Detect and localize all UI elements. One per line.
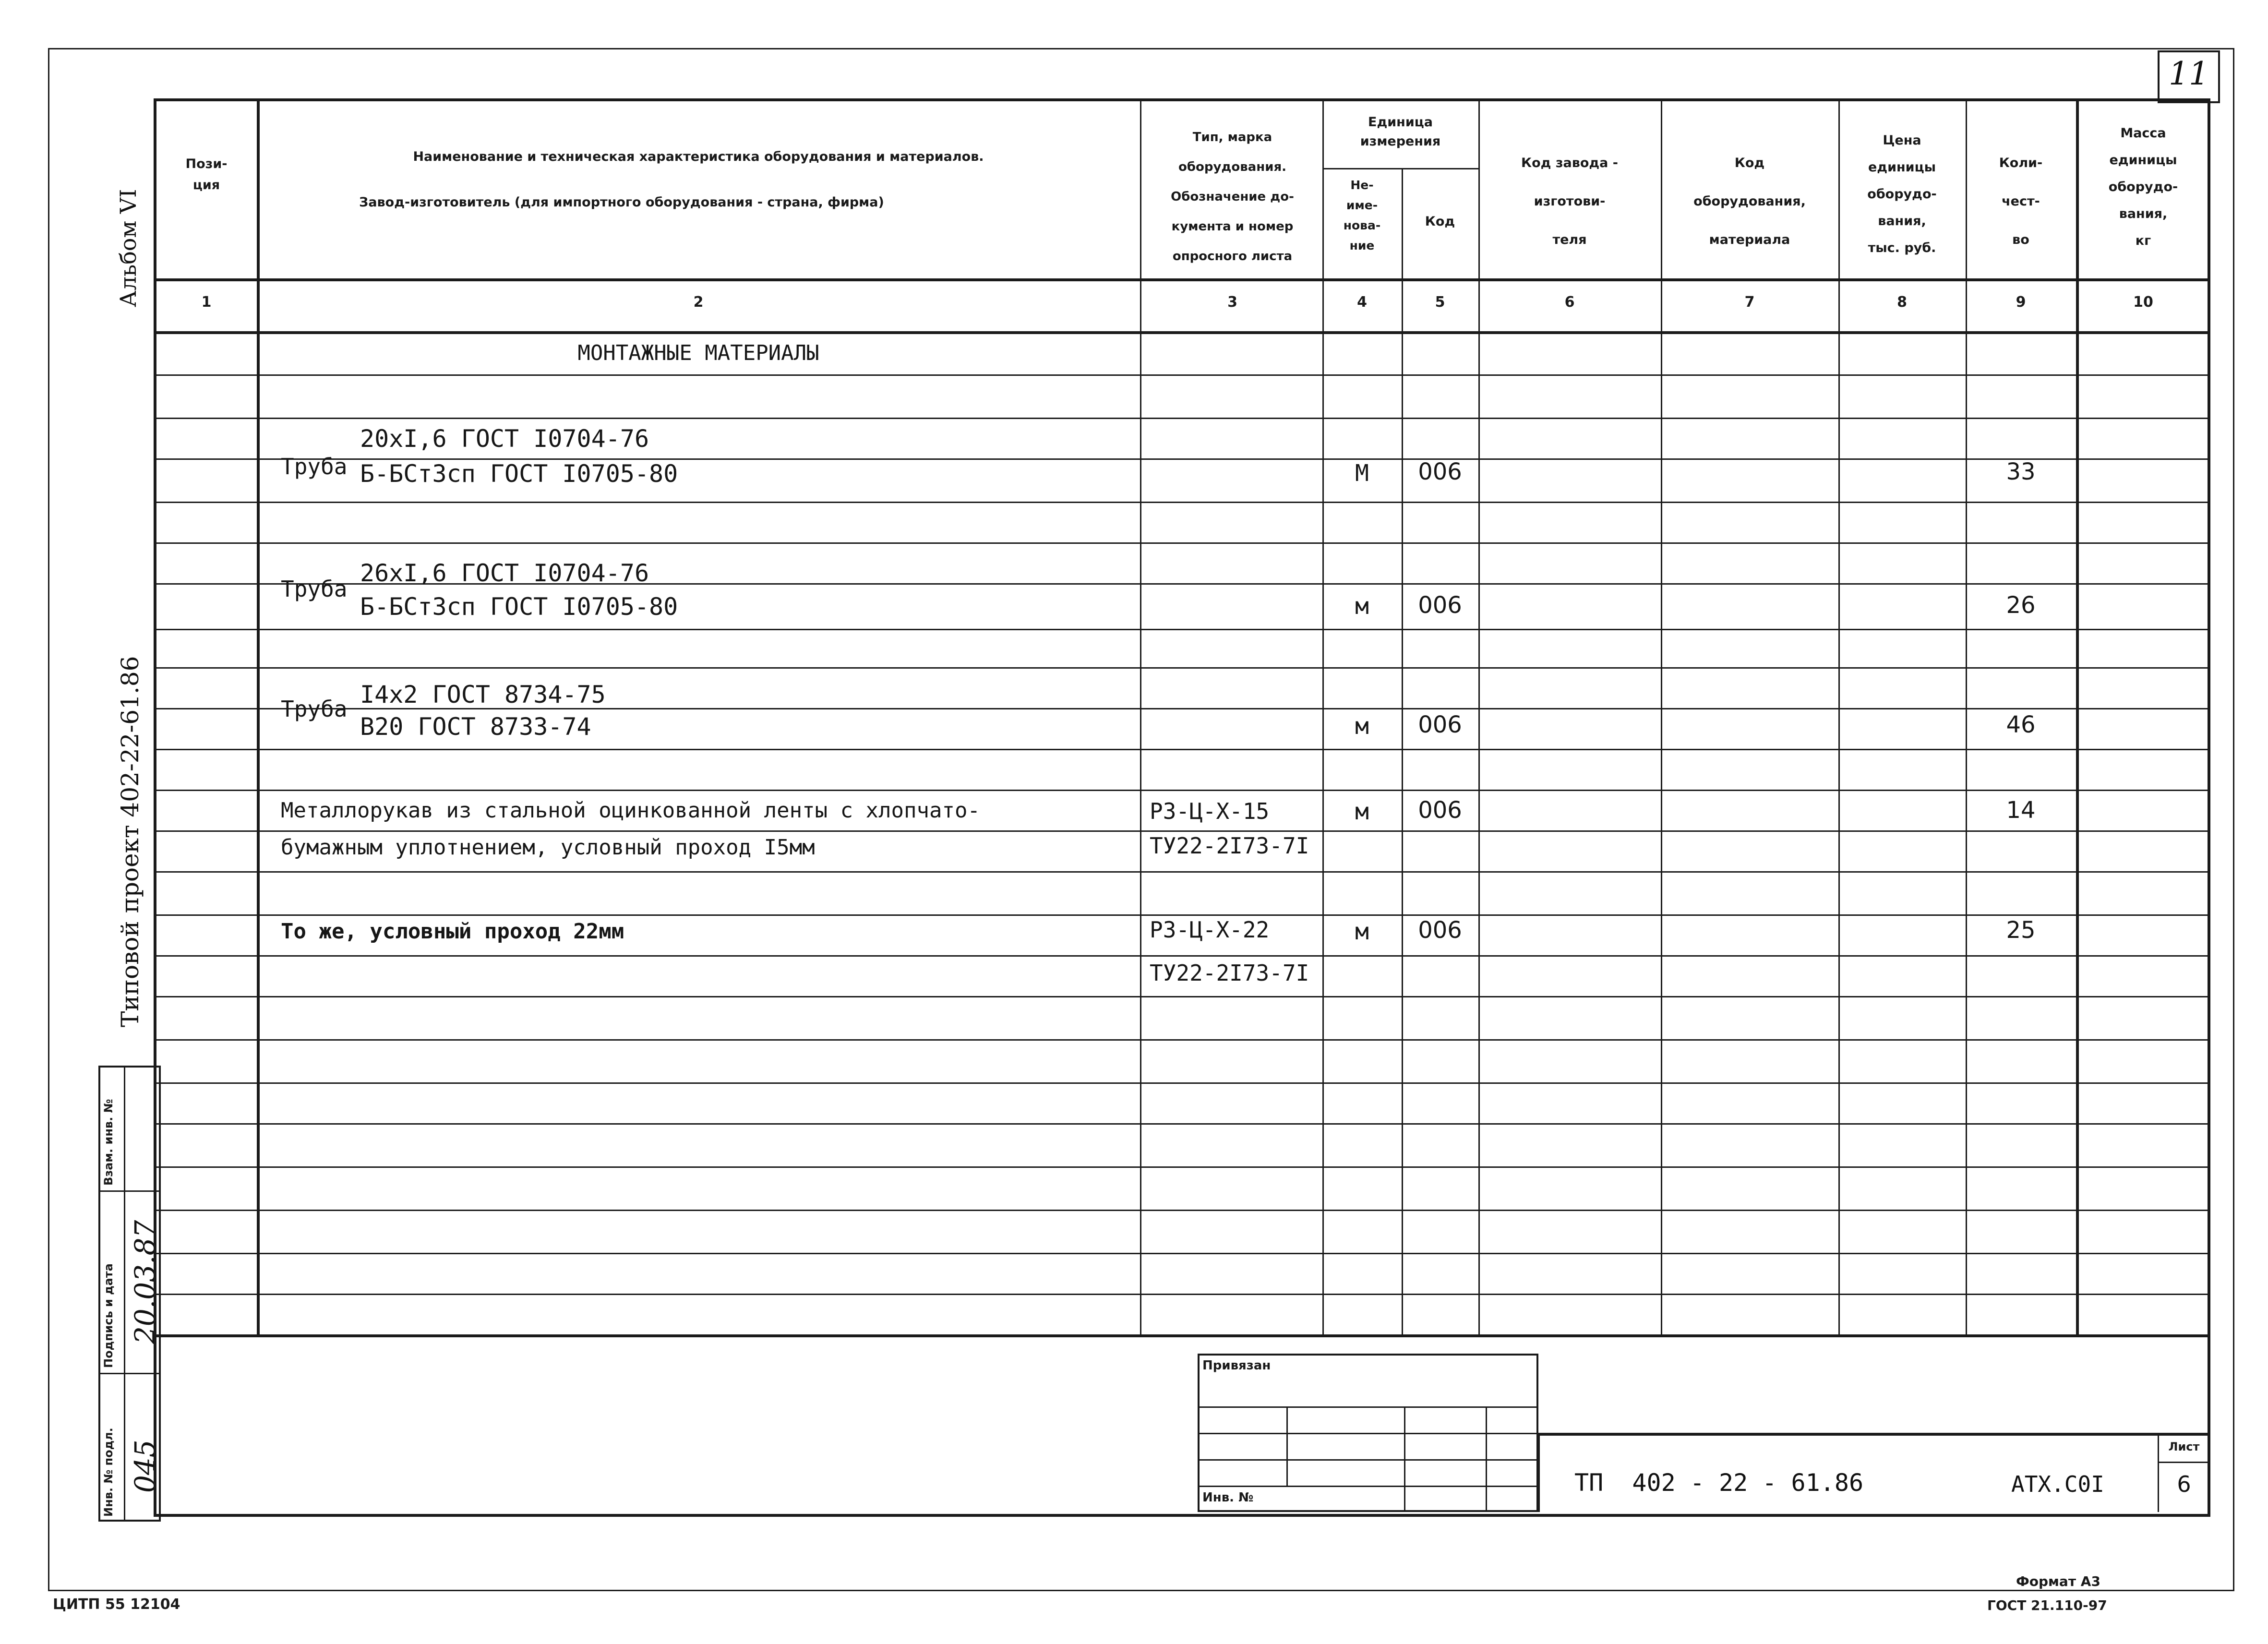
header-material-code: Код оборудования, материала xyxy=(1693,156,1806,247)
item1-line2: Б-БСт3сп ГОСТ I0705-80 xyxy=(360,460,678,488)
item1-prefix: Труба xyxy=(281,454,348,480)
item5-line1: То же, условный проход 22мм xyxy=(281,919,624,944)
inv-label: Инв. № xyxy=(1202,1490,1254,1505)
item5-type2: ТУ22-2I73-7I xyxy=(1150,960,1309,986)
item3-line2: В20 ГОСТ 8733-74 xyxy=(360,713,591,741)
item4-qty: 14 xyxy=(2006,797,2036,824)
item2-line1: 26xI,6 ГОСТ I0704-76 xyxy=(360,559,649,587)
stamp-sign-date: Подпись и дата xyxy=(102,1263,115,1368)
section-title: МОНТАЖНЫЕ МАТЕРИАЛЫ xyxy=(577,341,819,365)
colnum-2: 2 xyxy=(693,294,704,311)
sheet-number: 6 xyxy=(2177,1471,2191,1497)
item2-code: 006 xyxy=(1418,592,1462,619)
colnum-6: 6 xyxy=(1564,294,1575,311)
item5-code: 006 xyxy=(1418,917,1462,944)
colnum-3: 3 xyxy=(1227,294,1237,311)
header-factory-code: Код заводa - изготови- теля xyxy=(1521,156,1618,247)
bound-label: Привязан xyxy=(1202,1358,1271,1373)
item3-code: 006 xyxy=(1418,711,1462,738)
doc-mark: АТХ.С0I xyxy=(2011,1471,2104,1497)
header-position: Пози- ция xyxy=(185,156,228,192)
item1-qty: 33 xyxy=(2006,458,2036,485)
item3-line1: I4x2 ГОСТ 8734-75 xyxy=(360,681,606,708)
header-name-line2: Завод-изготовитель (для импортного оборудования - страна, фирма) xyxy=(359,195,884,210)
colnum-4: 4 xyxy=(1357,294,1367,311)
doc-code: ТП 402 - 22 - 61.86 xyxy=(1574,1469,1864,1497)
item4-line2: бумажным уплотнением, условный проход I5мм xyxy=(281,835,815,860)
item5-unit: м xyxy=(1355,918,1369,945)
colnum-9: 9 xyxy=(2016,294,2026,311)
item4-type2: ТУ22-2I73-7I xyxy=(1150,833,1309,859)
footer-gost: ГОСТ 21.110-97 xyxy=(1987,1597,2107,1613)
sheet-label: Лист xyxy=(2168,1440,2200,1453)
item3-unit: м xyxy=(1355,713,1369,740)
item5-type: Р3-Ц-Х-22 xyxy=(1150,917,1270,943)
project-label: Типовой проект 402-22-61.86 xyxy=(116,656,144,1027)
colnum-1: 1 xyxy=(201,294,212,311)
item2-line2: Б-БСт3сп ГОСТ I0705-80 xyxy=(360,593,678,621)
header-unit-code: Код xyxy=(1425,214,1455,229)
item2-unit: м xyxy=(1355,593,1369,620)
item3-prefix: Труба xyxy=(281,696,348,722)
item4-unit: м xyxy=(1355,798,1369,825)
item5-qty: 25 xyxy=(2006,917,2036,944)
header-unit-name: Не- име- нова- ние xyxy=(1343,178,1381,252)
item2-qty: 26 xyxy=(2006,592,2036,619)
header-unit-group: Единица измерения xyxy=(1360,115,1441,149)
header-price: Цена единицы оборудо- вания, тыс. руб. xyxy=(1867,133,1937,255)
corner-number: 11 xyxy=(2169,55,2209,92)
item1-line1: 20xI,6 ГОСТ I0704-76 xyxy=(360,425,649,453)
header-mass: Масса единицы оборудо- вания, кг xyxy=(2108,126,2178,248)
stamp-replace-inv: Взам. инв. № xyxy=(102,1099,115,1186)
item1-unit: М xyxy=(1355,460,1369,487)
header-quantity: Коли- чест- во xyxy=(1999,156,2043,247)
item4-type: Р3-Ц-Х-15 xyxy=(1150,798,1270,824)
colnum-8: 8 xyxy=(1897,294,1907,311)
stamp-inv-value: 045 xyxy=(129,1440,161,1493)
item1-code: 006 xyxy=(1418,458,1462,485)
colnum-10: 10 xyxy=(2133,294,2153,311)
stamp-date-value: 20.03.87 xyxy=(129,1220,161,1344)
album-label: Альбом VI xyxy=(115,189,141,307)
footer-format: Формат А3 xyxy=(2016,1573,2100,1589)
colnum-7: 7 xyxy=(1744,294,1755,311)
item4-line1: Металлорукав из стальной оцинкованной ленты с хлопчато- xyxy=(281,798,980,823)
item4-code: 006 xyxy=(1418,797,1462,824)
colnum-5: 5 xyxy=(1435,294,1445,311)
footer-left: ЦИТП 55 12104 xyxy=(53,1596,180,1613)
item3-qty: 46 xyxy=(2006,711,2036,738)
header-name-line1: Наименование и техническая характеристика оборудования и материалов. xyxy=(413,149,984,164)
stamp-inv-no: Инв. № подл. xyxy=(102,1428,115,1517)
header-type: Тип, марка оборудования. Обозначение до- кумента и номер опросного листа xyxy=(1171,130,1294,264)
item2-prefix: Труба xyxy=(281,576,348,602)
